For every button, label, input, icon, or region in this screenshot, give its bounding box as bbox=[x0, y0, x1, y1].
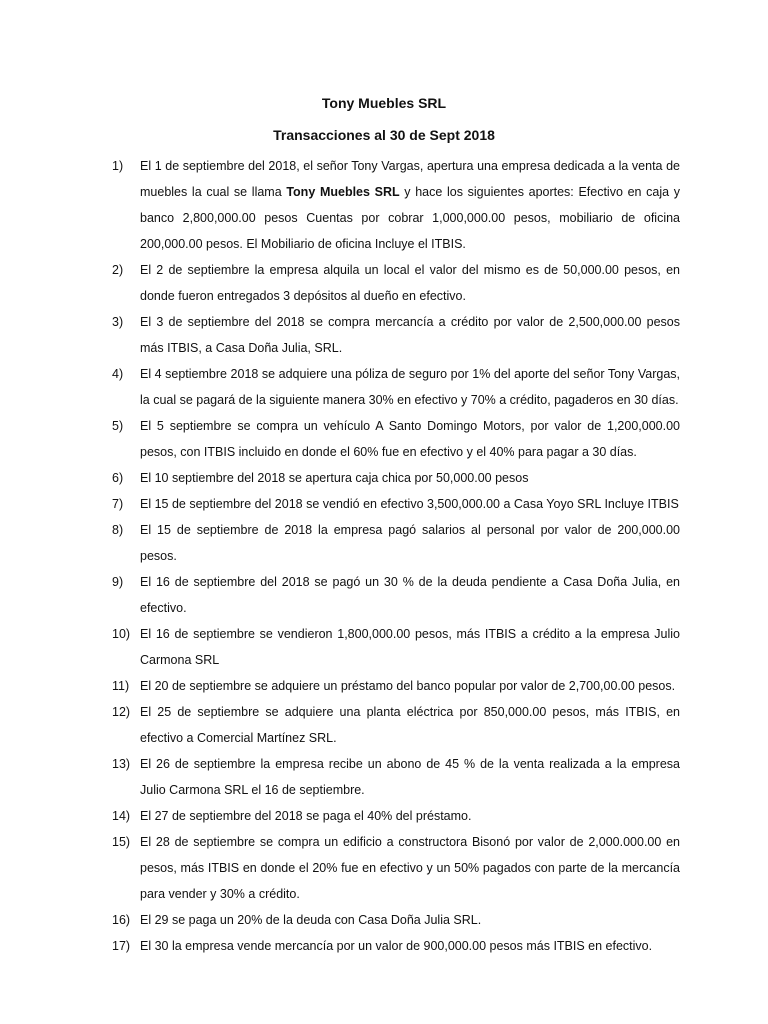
list-item bbox=[112, 361, 680, 413]
document-subtitle: Transacciones al 30 de Sept 2018 bbox=[273, 127, 495, 143]
list-item bbox=[112, 309, 680, 361]
item-text: El 27 de septiembre del 2018 se paga el 40% del préstamo. bbox=[140, 809, 472, 823]
list-item bbox=[112, 933, 680, 959]
item-number: 4) bbox=[112, 367, 124, 381]
item-number: 13) bbox=[112, 757, 131, 771]
list-item bbox=[112, 699, 680, 751]
item-text-part: El 1 de septiembre del 2018, el señor Tony Vargas, apertura una empresa dedicada a la venta de muebles la cual se llama bbox=[140, 159, 680, 199]
item-text-part: y hace los siguientes aportes: Efectivo en caja y banco 2,800,000.00 pesos Cuentas por cobrar 1,000,000.00 pesos, mobiliario de oficina 200,000.00 pesos. El Mobiliario de oficina Incluye el ITBIS. bbox=[140, 185, 681, 251]
item-number: 12) bbox=[112, 705, 131, 719]
item-number: 2) bbox=[112, 263, 124, 277]
item-number: 8) bbox=[112, 523, 124, 537]
company-name: Tony Muebles SRL bbox=[286, 185, 400, 199]
item-text: El 2 de septiembre la empresa alquila un local el valor del mismo es de 50,000.00 pesos, en donde fueron entregados 3 depósitos al dueño en efectivo. bbox=[140, 263, 680, 303]
list-item bbox=[112, 673, 680, 699]
item-text: El 25 de septiembre se adquiere una planta eléctrica por 850,000.00 pesos, más ITBIS, en efectivo a Comercial Martínez SRL. bbox=[140, 705, 680, 745]
list-item bbox=[112, 465, 680, 491]
item-number: 5) bbox=[112, 419, 124, 433]
item-text: El 20 de septiembre se adquiere un préstamo del banco popular por valor de 2,700,00.00 pesos. bbox=[140, 679, 676, 693]
item-text: El 30 la empresa vende mercancía por un valor de 900,000.00 pesos más ITBIS en efectivo. bbox=[140, 939, 653, 953]
item-number: 9) bbox=[112, 575, 124, 589]
list-item bbox=[112, 153, 680, 257]
item-number: 10) bbox=[112, 627, 131, 641]
item-number: 14) bbox=[112, 809, 131, 823]
list-item bbox=[112, 751, 680, 803]
list-item bbox=[112, 829, 680, 907]
item-number: 16) bbox=[112, 913, 131, 927]
item-number: 1) bbox=[112, 159, 124, 173]
list-item bbox=[112, 491, 680, 517]
item-number: 6) bbox=[112, 471, 124, 485]
item-number: 17) bbox=[112, 939, 131, 953]
item-text: El 5 septiembre se compra un vehículo A Santo Domingo Motors, por valor de 1,200,000.00 pesos, con ITBIS incluido en donde el 60% fue en efectivo y el 40% para pagar a 30 días. bbox=[140, 419, 680, 459]
item-number: 3) bbox=[112, 315, 124, 329]
item-text: El 28 de septiembre se compra un edificio a constructora Bisonó por valor de 2,000.000.00 en pesos, más ITBIS en donde el 20% fue en efectivo y un 50% pagados con parte de la mercancía para vender y 30% a crédito. bbox=[140, 835, 680, 901]
item-text: El 26 de septiembre la empresa recibe un abono de 45 % de la venta realizada a la empresa Julio Carmona SRL el 16 de septiembre. bbox=[140, 757, 680, 797]
list-item bbox=[112, 569, 680, 621]
list-item bbox=[112, 257, 680, 309]
list-item bbox=[112, 517, 680, 569]
item-text: El 10 septiembre del 2018 se apertura caja chica por 50,000.00 pesos bbox=[140, 471, 529, 485]
list-item bbox=[112, 803, 680, 829]
item-text bbox=[140, 153, 680, 257]
item-text: El 15 de septiembre de 2018 la empresa pagó salarios al personal por valor de 200,000.00 pesos. bbox=[140, 523, 680, 563]
list-item bbox=[112, 413, 680, 465]
item-text: El 3 de septiembre del 2018 se compra mercancía a crédito por valor de 2,500,000.00 pesos más ITBIS, a Casa Doña Julia, SRL. bbox=[140, 315, 680, 355]
item-text: El 16 de septiembre se vendieron 1,800,000.00 pesos, más ITBIS a crédito a la empresa Julio Carmona SRL bbox=[140, 627, 680, 667]
item-number: 15) bbox=[112, 835, 131, 849]
item-text: El 29 se paga un 20% de la deuda con Casa Doña Julia SRL. bbox=[140, 913, 482, 927]
item-number: 11) bbox=[112, 679, 130, 693]
document-title: Tony Muebles SRL bbox=[321, 95, 447, 111]
item-text: El 15 de septiembre del 2018 se vendió en efectivo 3,500,000.00 a Casa Yoyo SRL Incluye ITBIS bbox=[140, 497, 679, 511]
transactions-list bbox=[112, 153, 680, 959]
list-item bbox=[112, 907, 680, 933]
list-item bbox=[112, 621, 680, 673]
item-number: 7) bbox=[112, 497, 124, 511]
item-text: El 16 de septiembre del 2018 se pagó un 30 % de la deuda pendiente a Casa Doña Julia, en efectivo. bbox=[140, 575, 680, 615]
item-text: El 4 septiembre 2018 se adquiere una póliza de seguro por 1% del aporte del señor Tony Vargas, la cual se pagará de la siguiente manera 30% en efectivo y 70% a crédito, pagaderos en 30 días. bbox=[140, 367, 680, 407]
